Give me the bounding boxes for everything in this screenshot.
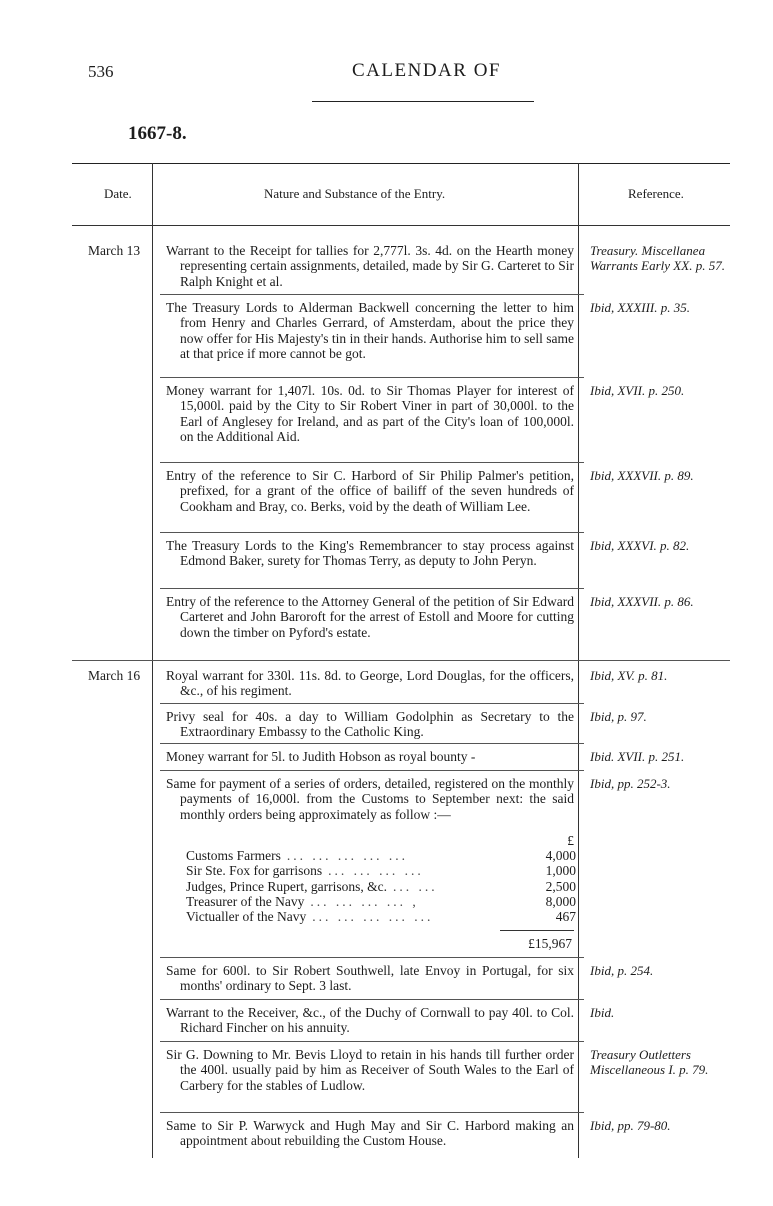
schedule-label: Victualler of the Navy [186, 909, 307, 925]
schedule-leader: ... ... ... ... , [310, 893, 419, 909]
entry-separator [160, 588, 584, 589]
entry-7: Royal warrant for 330l. 11s. 8d. to George, Lord Douglas, for the officers, &c., of his regiment. [166, 668, 574, 699]
column-header-nature: Nature and Substance of the Entry. [264, 186, 446, 201]
reference-1: Treasury. Miscellanea Warrants Early XX. p. 57. [590, 243, 725, 274]
schedule-amount: 467 [555, 909, 576, 925]
schedule-total: £15,967 [528, 936, 572, 951]
reference-7: Ibid, XV. p. 81. [590, 668, 668, 683]
entry-10: Same for payment of a series of orders, detailed, registered on the monthly payments of 16,000l. from the Customs to September next: the said monthly orders being approximately as follow :— [166, 776, 574, 822]
table-top-rule [72, 163, 730, 164]
entry-separator [160, 462, 584, 463]
entry-9: Money warrant for 5l. to Judith Hobson as royal bounty - [166, 749, 476, 764]
reference-9: Ibid. XVII. p. 251. [590, 749, 685, 764]
schedule-currency: £ [567, 833, 574, 848]
schedule-label: Judges, Prince Rupert, garrisons, &c. [186, 878, 387, 894]
entry-separator [160, 770, 584, 771]
entry-5: The Treasury Lords to the King's Remembrancer to stay process against Edmond Baker, surety for Thomas Terry, as deputy to John Peryn. [166, 538, 574, 569]
reference-13: Treasury Outletters Miscellaneous I. p. 79. [590, 1047, 709, 1078]
schedule-leader: ... ... [392, 878, 438, 894]
reference-3: Ibid, XVII. p. 250. [590, 383, 685, 398]
reference-4: Ibid, XXXVII. p. 89. [590, 468, 694, 483]
entry-separator [160, 743, 584, 744]
schedule-label: Sir Ste. Fox for garrisons [186, 863, 323, 879]
reference-10: Ibid, pp. 252-3. [590, 776, 671, 791]
date-march-13: March 13 [88, 243, 141, 258]
entry-separator [160, 532, 584, 533]
entry-separator [160, 1112, 584, 1113]
entry-14: Same to Sir P. Warwyck and Hugh May and Sir C. Harbord making an appointment about rebuilding the Custom House. [166, 1118, 574, 1149]
schedule-label: Treasurer of the Navy [186, 893, 305, 909]
entry-separator [160, 703, 584, 704]
reference-8: Ibid, p. 97. [590, 709, 647, 724]
entry-12: Warrant to the Receiver, &c., of the Duchy of Cornwall to pay 40l. to Col. Richard Fincher on his annuity. [166, 1005, 574, 1036]
entry-separator [160, 377, 584, 378]
date-march-16: March 16 [88, 668, 141, 683]
schedule-row [186, 848, 576, 863]
entry-11: Same for 600l. to Sir Robert Southwell, late Envoy in Portugal, for six months' ordinary to Sept. 3 last. [166, 963, 574, 994]
entry-6: Entry of the reference to the Attorney General of the petition of Sir Edward Carteret and John Baroroft for the arrest of Estoll and Moore for cutting down the timber on Pyford's estate. [166, 594, 574, 640]
entry-separator [160, 294, 584, 295]
reference-5: Ibid, XXXVI. p. 82. [590, 538, 690, 553]
running-title: CALENDAR OF [352, 60, 501, 81]
entry-13: Sir G. Downing to Mr. Bevis Lloyd to retain in his hands till further order the 400l. usually paid by him as Receiver of South Wales to the Earl of Carbery for the stables of Ludlow. [166, 1047, 574, 1093]
reference-11: Ibid, p. 254. [590, 963, 654, 978]
schedule-table [186, 833, 576, 924]
column-header-reference: Reference. [628, 186, 684, 201]
entry-1: Warrant to the Receipt for tallies for 2,777l. 3s. 4d. on the Hearth money representing certain assignments, detailed, made by Sir G. Carteret to Sir Ralph Knight et al. [166, 243, 575, 289]
entry-4: Entry of the reference to Sir C. Harbord of Sir Philip Palmer's petition, prefixed, for a grant of the office of bailiff of the seven hundreds of Cookham and Bray, co. Berks, void by the death of William Lee. [166, 468, 574, 514]
title-rule [312, 101, 534, 102]
entry-separator [160, 957, 584, 958]
entry-separator [160, 999, 584, 1000]
schedule-amount: 1,000 [545, 863, 576, 879]
reference-6: Ibid, XXXVII. p. 86. [590, 594, 694, 609]
reference-14: Ibid, pp. 79-80. [590, 1118, 671, 1133]
entry-8: Privy seal for 40s. a day to William Godolphin as Secretary to the Extraordinary Embassy to the Catholic King. [166, 709, 574, 740]
schedule-leader: ... ... ... ... ... [286, 848, 409, 864]
schedule-row [186, 863, 576, 878]
reference-12: Ibid. [590, 1005, 615, 1020]
schedule-row [186, 879, 576, 894]
schedule-amount: 4,000 [545, 848, 576, 864]
entry-separator [160, 1041, 584, 1042]
year-heading: 1667-8. [128, 123, 187, 144]
schedule-amount: 8,000 [545, 893, 576, 909]
date-separator [72, 660, 730, 661]
schedule-row [186, 909, 576, 924]
schedule-amount: 2,500 [545, 878, 576, 894]
entry-2: The Treasury Lords to Alderman Backwell concerning the letter to him from Henry and Charles Gerrard, of Amsterdam, about the price they now offer for His Majesty's tin in their hands. Authorise him to sell same at that price if more cannot be got. [166, 300, 574, 362]
schedule-label: Customs Farmers [186, 848, 281, 864]
page-number: 536 [88, 62, 114, 81]
schedule-leader: ... ... ... ... [328, 863, 424, 879]
reference-2: Ibid, XXXIII. p. 35. [590, 300, 691, 315]
schedule-total-rule [500, 930, 574, 931]
schedule-row [186, 894, 576, 909]
schedule-leader: ... ... ... ... ... [312, 909, 434, 925]
entry-3: Money warrant for 1,407l. 10s. 0d. to Sir Thomas Player for interest of 15,000l. paid by the City to Sir Robert Viner in part of 30,000l. to the Earl of Anglesey for Ireland, and as part of the City's loan of 100,000l. on the Additional Aid. [166, 383, 574, 445]
table-header-rule [72, 225, 730, 226]
column-header-date: Date. [104, 186, 132, 201]
